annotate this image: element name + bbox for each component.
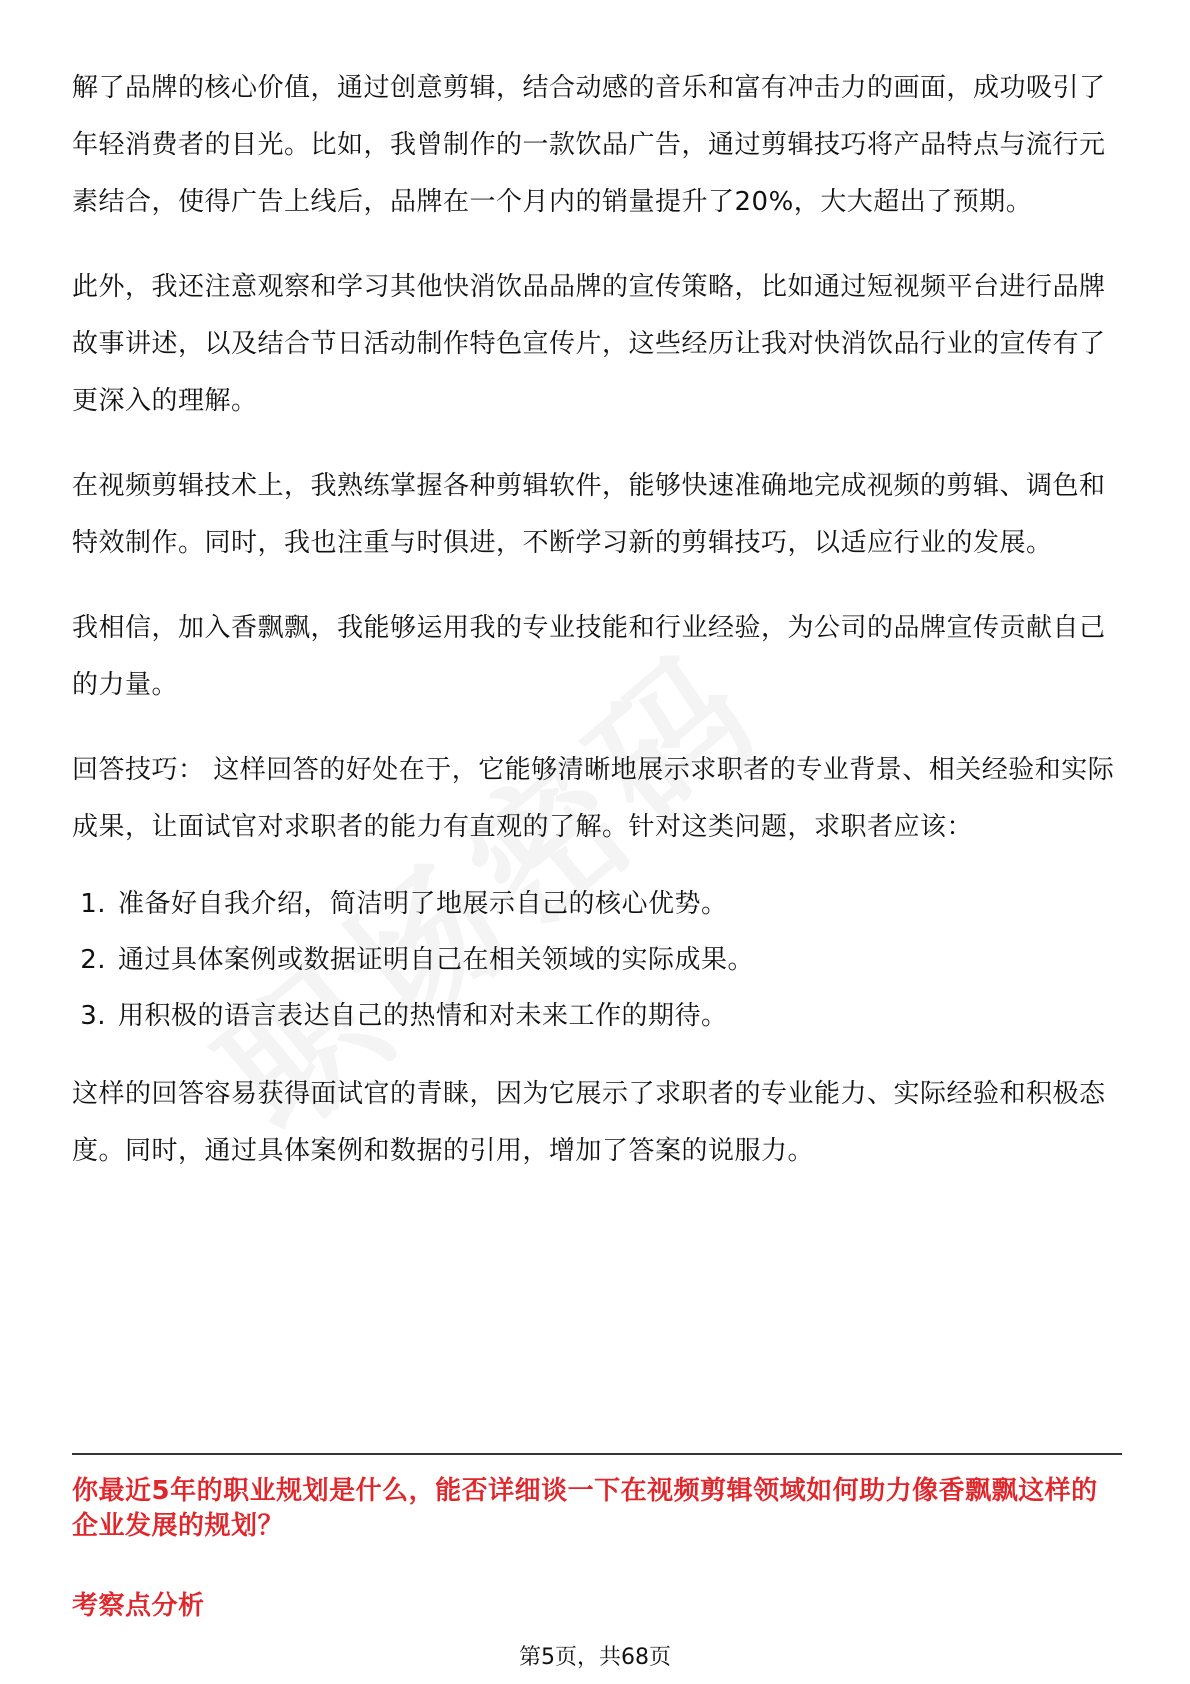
list-number: 3. [80, 1001, 106, 1031]
list-item [72, 932, 1122, 988]
list-text: 用积极的语言表达自己的热情和对未来工作的期待。 [118, 1001, 728, 1031]
answer-tips-paragraph: 回答技巧： 这样回答的好处在于，它能够清晰地展示求职者的专业背景、相关经验和实际成果，让面试官对求职者的能力有直观的了解。针对这类问题，求职者应该： [72, 755, 1115, 842]
tips-list [72, 876, 1122, 1044]
list-item [72, 988, 1122, 1044]
paragraph-4: 我相信，加入香飘飘，我能够运用我的专业技能和行业经验，为公司的品牌宣传贡献自己的力量。 [72, 613, 1106, 700]
paragraph-3: 在视频剪辑技术上，我熟练掌握各种剪辑软件，能够快速准确地完成视频的剪辑、调色和特效制作。同时，我也注重与时俱进，不断学习新的剪辑技巧，以适应行业的发展。 [72, 471, 1106, 558]
analysis-heading: 考察点分析 [72, 1591, 205, 1621]
list-number: 1. [80, 889, 106, 919]
list-text: 通过具体案例或数据证明自己在相关领域的实际成果。 [118, 945, 755, 975]
question-heading: 你最近5年的职业规划是什么，能否详细谈一下在视频剪辑领域如何助力像香飘飘这样的企业发展的规划？ [72, 1476, 1098, 1541]
page-footer: 第5页，共68页 [519, 1645, 671, 1670]
section-divider [72, 1453, 1122, 1455]
paragraph-1: 解了品牌的核心价值，通过创意剪辑，结合动感的音乐和富有冲击力的画面，成功吸引了年轻消费者的目光。比如，我曾制作的一款饮品广告，通过剪辑技巧将产品特点与流行元素结合，使得广告上线后，品牌在一个月内的销量提升了20%，大大超出了预期。 [72, 73, 1106, 217]
paragraph-2: 此外，我还注意观察和学习其他快消饮品品牌的宣传策略，比如通过短视频平台进行品牌故事讲述，以及结合节日活动制作特色宣传片，这些经历让我对快消饮品行业的宣传有了更深入的理解。 [72, 272, 1106, 416]
list-text: 准备好自我介绍，简洁明了地展示自己的核心优势。 [118, 889, 728, 919]
list-item [72, 876, 1122, 932]
document-body [72, 60, 1122, 1180]
paragraph-summary: 这样的回答容易获得面试官的青睐，因为它展示了求职者的专业能力、实际经验和积极态度。同时，通过具体案例和数据的引用，增加了答案的说服力。 [72, 1079, 1106, 1166]
list-number: 2. [80, 945, 106, 975]
